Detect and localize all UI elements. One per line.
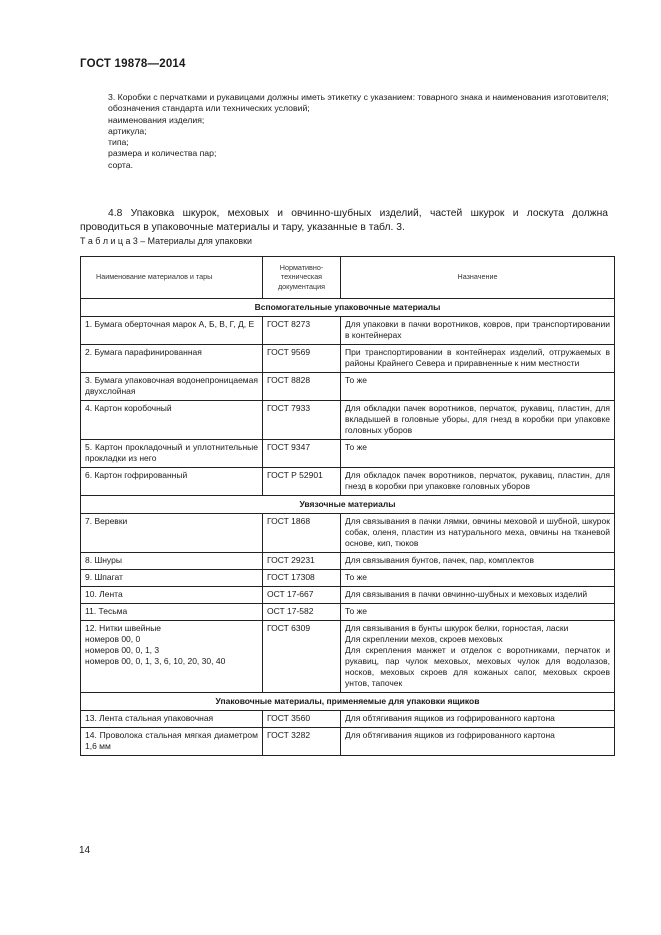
section-row [81, 496, 615, 514]
intro-item: размера и количества пар; [108, 148, 217, 159]
standard-doc-cell: ГОСТ 8828 [263, 373, 341, 401]
material-name-cell: 5. Картон прокладочный и уплотнительные прокладки из него [81, 440, 263, 468]
table-row [81, 711, 615, 728]
purpose-cell: То же [341, 604, 615, 621]
material-name-cell: 9. Шпагат [81, 570, 263, 587]
document-code: ГОСТ 19878—2014 [80, 58, 186, 70]
table-row [81, 604, 615, 621]
purpose-cell: То же [341, 570, 615, 587]
standard-doc-cell: ГОСТ Р 52901 [263, 468, 341, 496]
material-name-cell: 12. Нитки швейные номеров 00, 0 номеров 00, 0, 1, 3 номеров 00, 0, 1, 3, 6, 10, 20, 30, 40 [81, 621, 263, 693]
purpose-cell: Для обтягивания ящиков из гофрированного картона [341, 728, 615, 756]
table-row [81, 317, 615, 345]
material-name-cell: 6. Картон гофрированный [81, 468, 263, 496]
intro-first-line: 3. Коробки с перчатками и рукавицами должны иметь этикетку с указанием: товарного знака и наименования изготовителя; [108, 92, 609, 102]
table-row [81, 345, 615, 373]
table-row [81, 553, 615, 570]
standard-doc-cell: ГОСТ 9347 [263, 440, 341, 468]
section-title: Упаковочные материалы, применяемые для упаковки ящиков [81, 693, 615, 711]
material-name-cell: 11. Тесьма [81, 604, 263, 621]
page-number: 14 [79, 845, 91, 856]
material-name-cell: 13. Лента стальная упаковочная [81, 711, 263, 728]
intro-item: наименования изделия; [108, 114, 205, 125]
table-row [81, 514, 615, 553]
purpose-cell: Для обтягивания ящиков из гофрированного картона [341, 711, 615, 728]
material-name-cell: 2. Бумага парафинированная [81, 345, 263, 373]
standard-doc-cell: ГОСТ 17308 [263, 570, 341, 587]
standard-doc-cell: ГОСТ 3282 [263, 728, 341, 756]
material-name-cell: 14. Проволока стальная мягкая диаметром 1,6 мм [81, 728, 263, 756]
table-row [81, 728, 615, 756]
table-row [81, 570, 615, 587]
purpose-cell: Для связывания бунтов, пачек, пар, комплектов [341, 553, 615, 570]
intro-block [80, 92, 615, 171]
section-title: Вспомогательные упаковочные материалы [81, 299, 615, 317]
purpose-cell: При транспортировании в контейнерах изделий, отгружаемых в районы Крайнего Севера и приравненные к ним местности [341, 345, 615, 373]
purpose-cell: Для обкладок пачек воротников, перчаток, рукавиц, пластин, для гнезд в коробки при упаковке головных уборов [341, 468, 615, 496]
material-name-cell: 4. Картон коробочный [81, 401, 263, 440]
intro-item: артикула; [108, 125, 147, 136]
material-name-cell: 7. Веревки [81, 514, 263, 553]
section-title: Увязочные материалы [81, 496, 615, 514]
section-row [81, 693, 615, 711]
purpose-cell: Для связывания в пачки овчинно-шубных и меховых изделий [341, 587, 615, 604]
table-body [81, 299, 615, 756]
standard-doc-cell: ГОСТ 8273 [263, 317, 341, 345]
intro-item: сорта. [108, 159, 134, 170]
intro-item: типа; [108, 137, 129, 148]
purpose-cell: Для связывания в пачки лямки, овчины меховой и шубной, шкурок собак, оленя, пластин из натурального меха, овчины на тканевой основе, кип, тюков [341, 514, 615, 553]
standard-doc-cell: ГОСТ 29231 [263, 553, 341, 570]
material-name-cell: 10. Лента [81, 587, 263, 604]
column-header-purpose: Назначение [341, 257, 615, 299]
table-row [81, 401, 615, 440]
materials-table [80, 256, 615, 756]
purpose-cell: Для упаковки в пачки воротников, ковров, при транспортировании в контейнерах [341, 317, 615, 345]
purpose-cell: Для связывания в бунты шкурок белки, горностая, ласки Для скреплении мехов, скроев меховых Для скрепления манжет и отделок с воротниками, перчаток и рукавиц, пар чулок меховых, меховых чулок для водолазов, носков, меховых скроев для кожаных сапог, меховых скроев унтов, тапочек [341, 621, 615, 693]
material-name-cell: 8. Шнуры [81, 553, 263, 570]
paragraph-4-8: 4.8 Упаковка шкурок, меховых и овчинно-шубных изделий, частей шкурок и лоскута должна проводиться в упаковочные материалы и тару, указанные в табл. 3. [80, 208, 608, 233]
purpose-cell: Для обкладки пачек воротников, перчаток, рукавиц, пластин, для вкладышей в головные уборы, для гнезд в коробки при упаковке головных уборов [341, 401, 615, 440]
table-caption: Т а б л и ц а 3 – Материалы для упаковки [80, 236, 252, 246]
standard-doc-cell: ГОСТ 1868 [263, 514, 341, 553]
standard-doc-cell: ОСТ 17-667 [263, 587, 341, 604]
section-row [81, 299, 615, 317]
column-header-name: Наименование материалов и тары [81, 257, 263, 299]
column-header-doc: Нормативно-техническая документация [263, 257, 341, 299]
intro-item: обозначения стандарта или технических условий; [108, 103, 310, 114]
material-name-cell: 1. Бумага оберточная марок А, Б, В, Г, Д, Е [81, 317, 263, 345]
purpose-cell: То же [341, 440, 615, 468]
standard-doc-cell: ГОСТ 3560 [263, 711, 341, 728]
standard-doc-cell: ГОСТ 7933 [263, 401, 341, 440]
purpose-cell: То же [341, 373, 615, 401]
table-row [81, 468, 615, 496]
material-name-cell: 3. Бумага упаковочная водонепроницаемая двухслойная [81, 373, 263, 401]
table-row [81, 587, 615, 604]
standard-doc-cell: ГОСТ 9569 [263, 345, 341, 373]
standard-doc-cell: ОСТ 17-582 [263, 604, 341, 621]
table-header-row [81, 257, 615, 299]
table-row [81, 440, 615, 468]
table-row [81, 621, 615, 693]
standard-doc-cell: ГОСТ 6309 [263, 621, 341, 693]
table-row [81, 373, 615, 401]
